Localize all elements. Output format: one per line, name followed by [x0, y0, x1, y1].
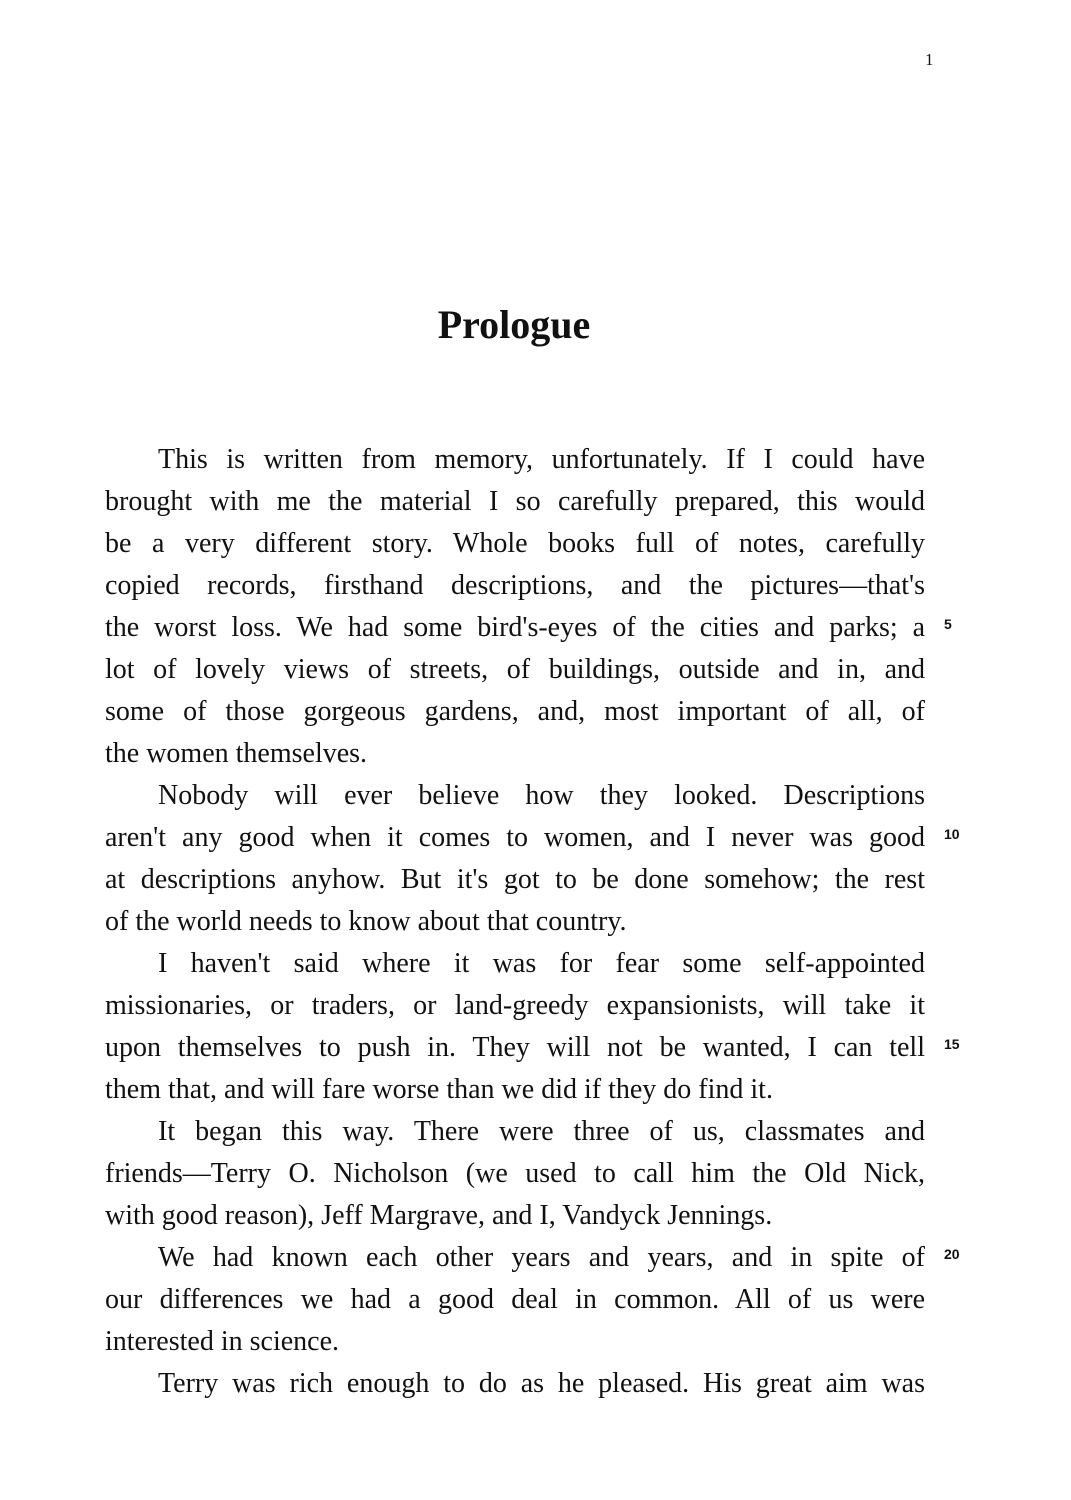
text-line: at descriptions anyhow. But it's got to be done somehow; the rest	[105, 864, 925, 895]
text-line: aren't any good when it comes to women, and I never was good	[105, 822, 925, 853]
text-line: be a very different story. Whole books full of notes, carefully	[105, 528, 925, 559]
text-line: It began this way. There were three of us, classmates and	[158, 1116, 925, 1147]
text-line: missionaries, or traders, or land-greedy expansionists, will take it	[105, 990, 925, 1021]
text-line: lot of lovely views of streets, of buildings, outside and in, and	[105, 654, 925, 685]
text-line: upon themselves to push in. They will not be wanted, I can tell	[105, 1032, 925, 1063]
text-line: friends—Terry O. Nicholson (we used to call him the Old Nick,	[105, 1158, 925, 1189]
line-number: 5	[944, 616, 952, 632]
text-line: This is written from memory, unfortunately. If I could have	[158, 444, 925, 475]
page-number: 1	[925, 50, 934, 69]
line-number: 10	[944, 826, 960, 842]
text-line: our differences we had a good deal in common. All of us were	[105, 1284, 925, 1315]
text-line: I haven't said where it was for fear some self-appointed	[158, 948, 925, 979]
line-number: 20	[944, 1246, 960, 1262]
text-line: them that, and will fare worse than we did if they do find it.	[105, 1074, 773, 1105]
text-line: We had known each other years and years, and in spite of	[158, 1242, 925, 1273]
text-line: Terry was rich enough to do as he pleased. His great aim was	[158, 1368, 925, 1399]
text-line: of the world needs to know about that country.	[105, 906, 627, 937]
text-line: copied records, firsthand descriptions, and the pictures—that's	[105, 570, 925, 601]
text-line: with good reason), Jeff Margrave, and I, Vandyck Jennings.	[105, 1200, 773, 1231]
text-line: some of those gorgeous gardens, and, most important of all, of	[105, 696, 925, 727]
text-line: Nobody will ever believe how they looked. Descriptions	[158, 780, 925, 811]
text-line: brought with me the material I so carefully prepared, this would	[105, 486, 925, 517]
chapter-title: Prologue	[437, 302, 591, 347]
line-number: 15	[944, 1036, 960, 1052]
text-line: the women themselves.	[105, 738, 368, 769]
text-line: interested in science.	[105, 1326, 340, 1357]
text-line: the worst loss. We had some bird's-eyes of the cities and parks; a	[105, 612, 925, 643]
